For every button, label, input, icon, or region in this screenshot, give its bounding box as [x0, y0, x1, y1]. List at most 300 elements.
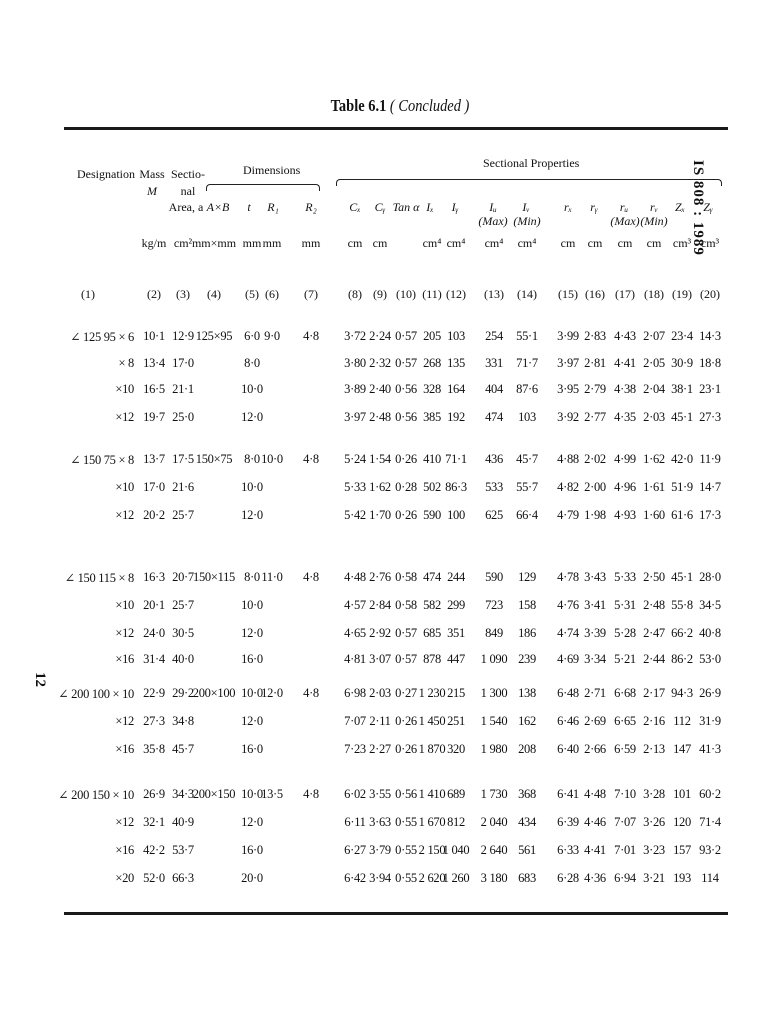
table-cell: 66·3	[172, 871, 194, 885]
table-cell: 31·9	[699, 714, 721, 728]
designation-cell: ∠ 200 100 × 10	[58, 687, 134, 701]
table-cell: 4·48	[344, 570, 366, 584]
unit-cell: cm²	[173, 236, 193, 250]
table-cell: 0·57	[395, 329, 417, 343]
table-cell: 0·58	[395, 598, 417, 612]
column-number: (4)	[207, 287, 221, 301]
column-number: (17)	[615, 287, 635, 301]
table-cell: 24·0	[143, 626, 165, 640]
table-cell: 0·27	[395, 686, 417, 700]
table-cell: 723	[485, 598, 503, 612]
table-cell: 158	[518, 598, 536, 612]
table-row	[0, 815, 768, 835]
column-number: (12)	[446, 287, 466, 301]
designation-cell: ×10	[115, 598, 134, 612]
table-cell: 3·63	[369, 815, 391, 829]
table-cell: 447	[447, 652, 465, 666]
table-cell: 2·04	[643, 382, 665, 396]
table-cell: 1 040	[442, 843, 470, 857]
table-cell: 125×95	[195, 329, 233, 343]
table-cell: 3·72	[344, 329, 366, 343]
table-cell: 200×100	[192, 686, 236, 700]
table-cell: 150×75	[195, 452, 233, 466]
table-cell: 0·58	[395, 570, 417, 584]
column-number: (20)	[700, 287, 720, 301]
table-cell: 100	[447, 508, 465, 522]
table-cell: 4·8	[303, 570, 319, 584]
header-sectional: Sectio-	[171, 167, 205, 181]
table-cell: 3·21	[643, 871, 665, 885]
column-number: (1)	[81, 287, 95, 301]
table-row	[0, 652, 768, 672]
table-cell: 2·27	[369, 742, 391, 756]
table-cell: 17·3	[699, 508, 721, 522]
table-cell: 2·48	[369, 410, 391, 424]
designation-cell: ×10	[115, 382, 134, 396]
table-cell: 436	[485, 452, 503, 466]
table-cell: 3·80	[344, 356, 366, 370]
table-row	[0, 686, 768, 706]
table-cell: 10·0	[241, 598, 263, 612]
table-cell: 4·41	[584, 843, 606, 857]
unit-cell: mm	[242, 236, 262, 250]
table-cell: 10·0	[241, 480, 263, 494]
table-cell: 45·1	[671, 570, 693, 584]
table-cell: 625	[485, 508, 503, 522]
table-cell: 2·11	[369, 714, 391, 728]
table-cell: 9·0	[264, 329, 280, 343]
table-cell: 2·40	[369, 382, 391, 396]
unit-cell: cm⁴	[517, 236, 537, 250]
table-cell: 4·36	[584, 871, 606, 885]
page-number: 12	[32, 672, 48, 687]
column-number: (6)	[265, 287, 279, 301]
column-number: (9)	[373, 287, 387, 301]
table-cell: 3·07	[369, 652, 391, 666]
table-cell: 60·2	[699, 787, 721, 801]
table-cell: 4·38	[614, 382, 636, 396]
table-cell: 351	[447, 626, 465, 640]
table-cell: 13·4	[143, 356, 165, 370]
table-cell: 186	[518, 626, 536, 640]
table-cell: 87·6	[516, 382, 538, 396]
table-cell: 2·03	[369, 686, 391, 700]
table-cell: 6·39	[557, 815, 579, 829]
table-cell: 10·0	[241, 382, 263, 396]
table-cell: 34·3	[172, 787, 194, 801]
header-ix: Iₓ	[426, 200, 434, 214]
table-cell: 3·23	[643, 843, 665, 857]
table-cell: 16·5	[143, 382, 165, 396]
units-row	[0, 236, 768, 256]
table-cell: 849	[485, 626, 503, 640]
table-cell: 6·0	[244, 329, 260, 343]
table-cell: 150×115	[193, 570, 235, 584]
column-numbers-row	[0, 287, 768, 307]
table-cell: 2 640	[480, 843, 508, 857]
header-ru-note: (Max)	[610, 214, 640, 228]
table-cell: 2·16	[643, 714, 665, 728]
table-cell: 10·0	[261, 452, 283, 466]
table-row	[0, 598, 768, 618]
table-cell: 5·21	[614, 652, 636, 666]
unit-cell: mm	[262, 236, 282, 250]
table-cell: 8·0	[244, 356, 260, 370]
designation-cell: ×10	[115, 480, 134, 494]
table-cell: 4·81	[344, 652, 366, 666]
designation-cell: ×12	[115, 714, 134, 728]
table-cell: 0·56	[395, 410, 417, 424]
designation-cell: ×12	[115, 410, 134, 424]
table-cell: 192	[447, 410, 465, 424]
table-cell: 27·3	[143, 714, 165, 728]
table-cell: 4·93	[614, 508, 636, 522]
table-cell: 40·9	[172, 815, 194, 829]
table-cell: 42·2	[143, 843, 165, 857]
table-cell: 129	[518, 570, 536, 584]
table-cell: 1 410	[418, 787, 446, 801]
table-cell: 2·66	[584, 742, 606, 756]
table-cell: 6·40	[557, 742, 579, 756]
table-cell: 40·8	[699, 626, 721, 640]
table-cell: 1 450	[418, 714, 446, 728]
table-cell: 6·02	[344, 787, 366, 801]
table-cell: 368	[518, 787, 536, 801]
table-cell: 12·0	[261, 686, 283, 700]
table-cell: 86·3	[445, 480, 467, 494]
table-cell: 6·42	[344, 871, 366, 885]
table-cell: 10·1	[143, 329, 165, 343]
table-cell: 51·9	[671, 480, 693, 494]
table-cell: 25·0	[172, 410, 194, 424]
table-cell: 19·7	[143, 410, 165, 424]
table-cell: 4·8	[303, 787, 319, 801]
table-cell: 103	[518, 410, 536, 424]
table-cell: 685	[423, 626, 441, 640]
table-cell: 10·0	[241, 787, 263, 801]
table-cell: 502	[423, 480, 441, 494]
table-cell: 244	[447, 570, 465, 584]
table-cell: 683	[518, 871, 536, 885]
table-cell: 53·0	[699, 652, 721, 666]
table-cell: 2·02	[584, 452, 606, 466]
designation-cell: × 8	[118, 356, 134, 370]
table-cell: 2·50	[643, 570, 665, 584]
table-cell: 2·17	[643, 686, 665, 700]
table-title-sub: ( Concluded )	[389, 96, 470, 115]
table-row	[0, 356, 768, 376]
unit-cell: cm	[347, 236, 363, 250]
table-cell: 31·4	[143, 652, 165, 666]
table-cell: 251	[447, 714, 465, 728]
header-area: Area, a	[168, 200, 204, 214]
table-cell: 13·5	[261, 787, 283, 801]
table-cell: 6·27	[344, 843, 366, 857]
table-cell: 112	[673, 714, 691, 728]
table-cell: 52·0	[143, 871, 165, 885]
table-cell: 878	[423, 652, 441, 666]
header-row-notes	[0, 214, 768, 234]
table-cell: 18·8	[699, 356, 721, 370]
table-cell: 16·0	[241, 742, 263, 756]
header-rv: rᵥ	[649, 200, 659, 214]
table-cell: 5·24	[344, 452, 366, 466]
table-cell: 299	[447, 598, 465, 612]
unit-cell: mm	[301, 236, 321, 250]
table-row	[0, 742, 768, 762]
table-row	[0, 452, 768, 472]
table-cell: 561	[518, 843, 536, 857]
table-cell: 4·76	[557, 598, 579, 612]
header-zx: Zₓ	[674, 200, 686, 214]
standard-code: IS 808 : 1989	[690, 160, 706, 256]
table-cell: 6·98	[344, 686, 366, 700]
header-r2: R₂	[305, 200, 317, 214]
table-cell: 3·79	[369, 843, 391, 857]
header-axb: A×B	[206, 200, 230, 214]
column-number: (3)	[176, 287, 190, 301]
table-cell: 3·89	[344, 382, 366, 396]
column-number: (15)	[558, 287, 578, 301]
table-cell: 42·0	[671, 452, 693, 466]
table-cell: 3·26	[643, 815, 665, 829]
column-number: (5)	[245, 287, 259, 301]
table-cell: 2·69	[584, 714, 606, 728]
table-cell: 3 180	[480, 871, 508, 885]
table-cell: 114	[701, 871, 719, 885]
table-cell: 29·2	[172, 686, 194, 700]
table-cell: 138	[518, 686, 536, 700]
table-cell: 2·07	[643, 329, 665, 343]
table-cell: 2·44	[643, 652, 665, 666]
table-cell: 1 300	[480, 686, 508, 700]
table-row	[0, 714, 768, 734]
table-cell: 14·3	[699, 329, 721, 343]
column-number: (14)	[517, 287, 537, 301]
table-cell: 590	[485, 570, 503, 584]
table-cell: 4·82	[557, 480, 579, 494]
header-ry: rᵧ	[590, 200, 598, 214]
table-cell: 4·46	[584, 815, 606, 829]
table-cell: 1 260	[442, 871, 470, 885]
table-cell: 215	[447, 686, 465, 700]
table-cell: 0·57	[395, 356, 417, 370]
unit-cell: cm³	[672, 236, 692, 250]
designation-cell: ×20	[115, 871, 134, 885]
header-iv: Iᵥ	[522, 200, 530, 214]
table-cell: 25·7	[172, 598, 194, 612]
table-cell: 3·94	[369, 871, 391, 885]
table-cell: 4·35	[614, 410, 636, 424]
table-cell: 23·1	[699, 382, 721, 396]
table-cell: 205	[423, 329, 441, 343]
table-cell: 26·9	[699, 686, 721, 700]
designation-cell: ∠ 150 115 × 8	[64, 571, 134, 585]
table-cell: 2·32	[369, 356, 391, 370]
dimensions-group-label: Dimensions	[243, 163, 301, 177]
designation-cell: ∠ 125 95 × 6	[70, 330, 134, 344]
table-cell: 254	[485, 329, 503, 343]
table-cell: 38·1	[671, 382, 693, 396]
table-cell: 32·1	[143, 815, 165, 829]
table-cell: 55·1	[516, 329, 538, 343]
table-cell: 3·97	[344, 410, 366, 424]
table-cell: 1 670	[418, 815, 446, 829]
table-cell: 2·48	[643, 598, 665, 612]
header-zy: Zᵧ	[703, 200, 713, 214]
table-row	[0, 480, 768, 500]
table-cell: 7·10	[614, 787, 636, 801]
table-cell: 103	[447, 329, 465, 343]
table-row	[0, 570, 768, 590]
table-cell: 2·24	[369, 329, 391, 343]
table-cell: 71·7	[516, 356, 538, 370]
table-cell: 6·28	[557, 871, 579, 885]
table-cell: 86·2	[671, 652, 693, 666]
header-iu-note: (Max)	[478, 214, 508, 228]
table-cell: 404	[485, 382, 503, 396]
table-cell: 3·99	[557, 329, 579, 343]
table-cell: 474	[485, 410, 503, 424]
table-cell: 23·4	[671, 329, 693, 343]
header-t: t	[247, 200, 251, 214]
table-row	[0, 382, 768, 402]
table-cell: 812	[447, 815, 465, 829]
bottom-rule	[64, 912, 728, 915]
table-cell: 328	[423, 382, 441, 396]
table-cell: 45·1	[671, 410, 693, 424]
header-mass-symbol: M	[147, 184, 157, 198]
table-cell: 2·83	[584, 329, 606, 343]
table-cell: 55·7	[516, 480, 538, 494]
table-cell: 2 620	[418, 871, 446, 885]
table-cell: 17·0	[143, 480, 165, 494]
table-cell: 4·88	[557, 452, 579, 466]
table-cell: 6·94	[614, 871, 636, 885]
table-cell: 0·56	[395, 382, 417, 396]
column-number: (18)	[644, 287, 664, 301]
table-cell: 434	[518, 815, 536, 829]
table-cell: 53·7	[172, 843, 194, 857]
table-cell: 20·7	[172, 570, 194, 584]
table-cell: 208	[518, 742, 536, 756]
designation-cell: ×12	[115, 626, 134, 640]
table-cell: 689	[447, 787, 465, 801]
table-cell: 1 980	[480, 742, 508, 756]
table-cell: 6·33	[557, 843, 579, 857]
table-cell: 3·41	[584, 598, 606, 612]
table-cell: 6·11	[344, 815, 366, 829]
table-cell: 12·9	[172, 329, 194, 343]
table-cell: 6·48	[557, 686, 579, 700]
table-cell: 533	[485, 480, 503, 494]
table-cell: 30·5	[172, 626, 194, 640]
table-cell: 7·23	[344, 742, 366, 756]
table-cell: 2·79	[584, 382, 606, 396]
table-cell: 3·92	[557, 410, 579, 424]
unit-cell: mm×mm	[191, 236, 237, 250]
table-cell: 4·8	[303, 329, 319, 343]
table-cell: 101	[673, 787, 691, 801]
header-nal: nal	[180, 184, 196, 198]
table-cell: 2 040	[480, 815, 508, 829]
header-iu: Iᵤ	[489, 200, 497, 214]
table-cell: 12·0	[241, 410, 263, 424]
table-cell: 1·70	[369, 508, 391, 522]
table-cell: 28·0	[699, 570, 721, 584]
table-cell: 331	[485, 356, 503, 370]
unit-cell: cm³	[700, 236, 720, 250]
table-cell: 3·97	[557, 356, 579, 370]
header-mass: Mass	[139, 167, 165, 181]
table-cell: 34·5	[699, 598, 721, 612]
table-cell: 14·7	[699, 480, 721, 494]
table-cell: 120	[673, 815, 691, 829]
table-cell: 3·39	[584, 626, 606, 640]
header-r1: R₁	[267, 200, 279, 214]
designation-cell: ×12	[115, 508, 134, 522]
table-cell: 474	[423, 570, 441, 584]
table-cell: 6·46	[557, 714, 579, 728]
unit-cell: kg/m	[141, 236, 167, 250]
table-cell: 1·60	[643, 508, 665, 522]
table-cell: 157	[673, 843, 691, 857]
table-cell: 40·0	[172, 652, 194, 666]
table-cell: 2·76	[369, 570, 391, 584]
table-cell: 5·42	[344, 508, 366, 522]
column-number: (2)	[147, 287, 161, 301]
header-cy: Cᵧ	[374, 200, 386, 214]
table-cell: 0·26	[395, 714, 417, 728]
sectional-properties-group-label: Sectional Properties	[483, 156, 580, 170]
table-cell: 12·0	[241, 508, 263, 522]
header-iv-note: (Min)	[513, 214, 541, 228]
table-cell: 66·2	[671, 626, 693, 640]
table-cell: 410	[423, 452, 441, 466]
header-ru: rᵤ	[619, 200, 629, 214]
table-cell: 4·57	[344, 598, 366, 612]
table-cell: 147	[673, 742, 691, 756]
table-cell: 11·0	[261, 570, 283, 584]
table-cell: 17·5	[172, 452, 194, 466]
table-cell: 93·2	[699, 843, 721, 857]
table-cell: 4·8	[303, 686, 319, 700]
table-cell: 21·6	[172, 480, 194, 494]
table-cell: 12·0	[241, 714, 263, 728]
table-cell: 1·98	[584, 508, 606, 522]
table-cell: 16·0	[241, 652, 263, 666]
table-cell: 0·57	[395, 652, 417, 666]
table-cell: 4·43	[614, 329, 636, 343]
table-cell: 2·81	[584, 356, 606, 370]
table-cell: 135	[447, 356, 465, 370]
table-cell: 21·1	[172, 382, 194, 396]
table-cell: 55·8	[671, 598, 693, 612]
table-cell: 0·26	[395, 742, 417, 756]
top-rule	[64, 127, 728, 130]
table-row	[0, 787, 768, 807]
column-number: (8)	[348, 287, 362, 301]
table-cell: 27·3	[699, 410, 721, 424]
table-row	[0, 871, 768, 891]
designation-cell: ×16	[115, 652, 134, 666]
table-cell: 20·0	[241, 871, 263, 885]
unit-cell: cm	[560, 236, 576, 250]
unit-cell: cm	[617, 236, 633, 250]
table-title	[315, 96, 485, 116]
table-cell: 4·99	[614, 452, 636, 466]
column-number: (16)	[585, 287, 605, 301]
